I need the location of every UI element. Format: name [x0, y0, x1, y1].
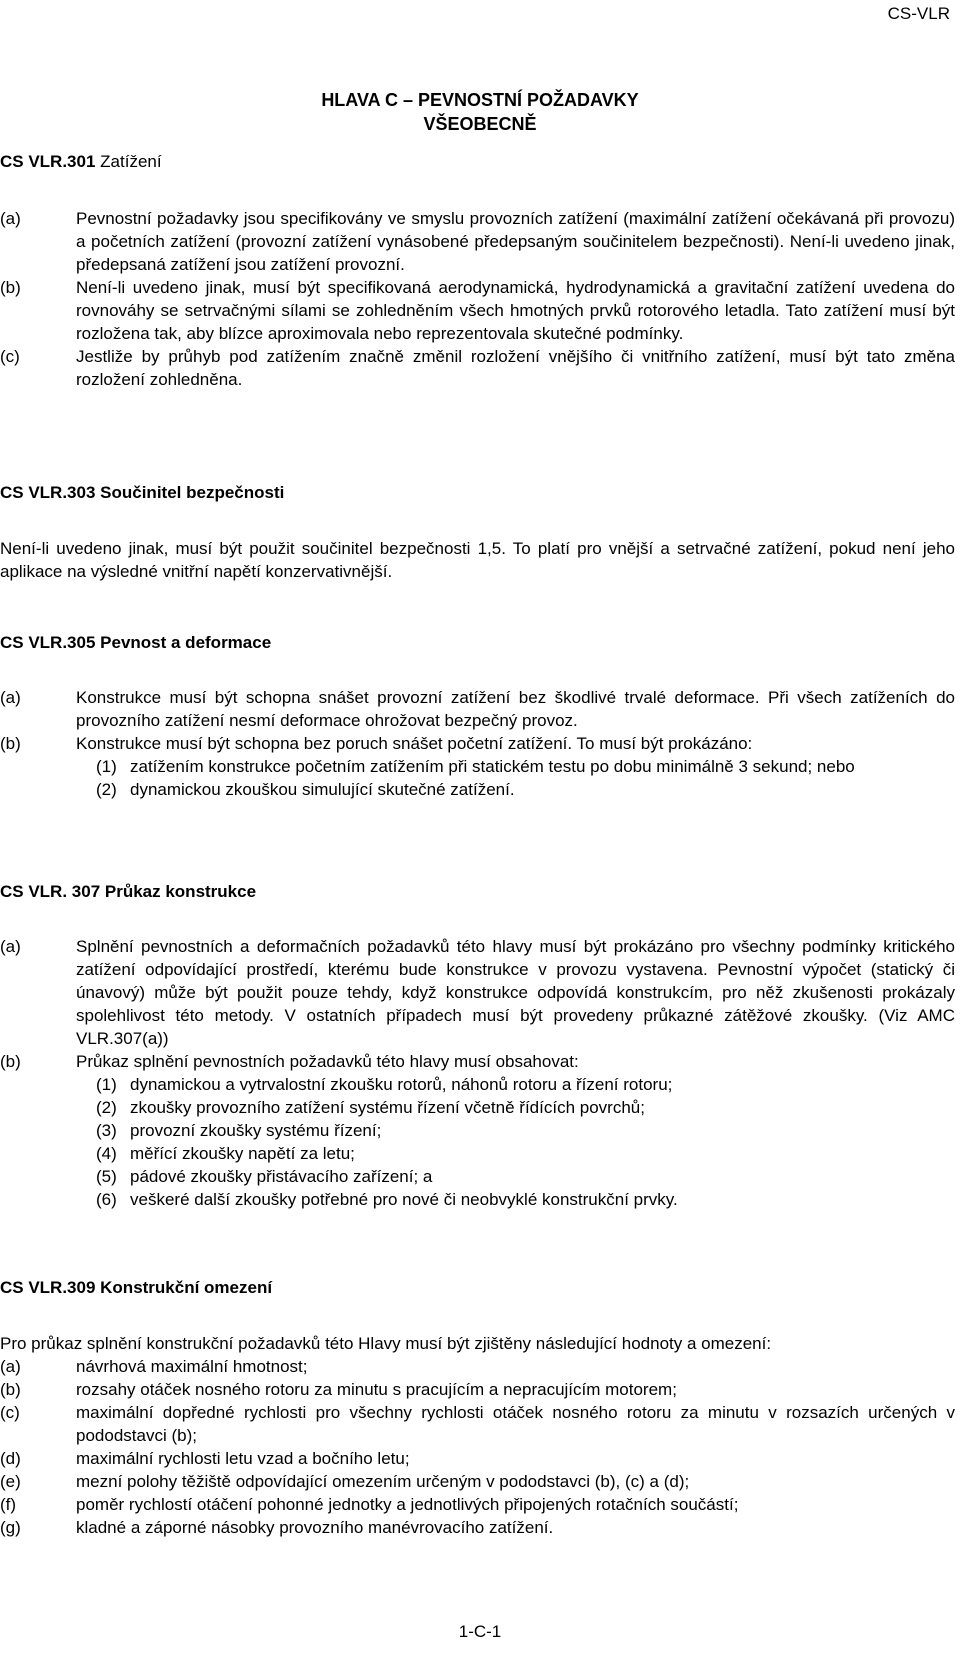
section-301-item-b — [0, 276, 955, 345]
section-309-item-b — [0, 1378, 955, 1401]
section-301-body — [0, 207, 955, 391]
item-text: Konstrukce musí být schopna snášet provozní zatížení bez škodlivé trvalé deformace. Při všech zatíženích do provozního zatížení nesmí deformace ohrožovat bezpečný provoz. — [76, 688, 955, 730]
section-307-subitem-3 — [0, 1119, 955, 1142]
item-label: (b) — [0, 734, 21, 753]
subitem-text: dynamickou a vytrvalostní zkoušku rotorů, náhonů rotoru a řízení rotoru; — [130, 1075, 673, 1094]
item-text: mezní polohy těžiště odpovídající omezením určeným v pododstavci (b), (c) a (d); — [76, 1472, 690, 1491]
item-text: kladné a záporné násobky provozního manévrovacího zatížení. — [76, 1518, 554, 1537]
subitem-label: (5) — [96, 1167, 117, 1186]
item-text: Průkaz splnění pevnostních požadavků této hlavy musí obsahovat: — [76, 1052, 579, 1071]
section-301-title: Zatížení — [100, 152, 162, 171]
section-303-text: Není-li uvedeno jinak, musí být použit součinitel bezpečnosti 1,5. To platí pro vnější a setrvačné zatížení, pokud není jeho aplikace na výsledné vnitřní napětí konzervativnější. — [0, 539, 955, 581]
section-307-item-b — [0, 1050, 955, 1073]
item-label: (e) — [0, 1472, 21, 1491]
subitem-text: dynamickou zkouškou simulující skutečné zatížení. — [130, 780, 515, 799]
item-label: (c) — [0, 347, 20, 366]
section-301-item-c — [0, 345, 955, 391]
item-text: Není-li uvedeno jinak, musí být specifikovaná aerodynamická, hydrodynamická a gravitační zatížení uvedena do rovnováhy se setrvačnými sílami se zohledněním všech hmotných prvků rotorového letadla. Tato zatížení musí být rozložena tak, aby blízce aproximovala nebo reprezentovala skutečné podmínky. — [76, 278, 955, 343]
subitem-text: měřící zkoušky napětí za letu; — [130, 1144, 355, 1163]
subitem-text: pádové zkoušky přistávacího zařízení; a — [130, 1167, 433, 1186]
section-305-item-a — [0, 686, 955, 732]
section-307-subitem-6 — [0, 1188, 955, 1211]
item-text: poměr rychlostí otáčení pohonné jednotky a jednotlivých připojených rotačních součástí; — [76, 1495, 739, 1514]
item-label: (a) — [0, 209, 21, 228]
section-309-heading: CS VLR.309 Konstrukční omezení — [0, 1278, 273, 1297]
subitem-label: (1) — [96, 757, 117, 776]
document-code: CS-VLR — [887, 4, 950, 23]
section-305-body — [0, 686, 955, 801]
section-301-heading — [0, 150, 162, 173]
subitem-label: (2) — [96, 780, 117, 799]
item-text: Konstrukce musí být schopna bez poruch snášet početní zatížení. To musí být prokázáno: — [76, 734, 753, 753]
section-305-heading: CS VLR.305 Pevnost a deformace — [0, 633, 272, 652]
section-305-subitem-1 — [0, 755, 955, 778]
item-text: maximální rychlosti letu vzad a bočního letu; — [76, 1449, 410, 1468]
chapter-heading — [0, 88, 960, 136]
subitem-label: (1) — [96, 1075, 117, 1094]
item-text: maximální dopředné rychlosti pro všechny rychlosti otáček nosného rotoru za minutu v rozsazích určených v pododstavci (b); — [76, 1403, 955, 1445]
item-label: (d) — [0, 1449, 21, 1468]
item-label: (a) — [0, 688, 21, 707]
subitem-label: (6) — [96, 1190, 117, 1209]
section-305-item-b — [0, 732, 955, 755]
section-307-subitem-4 — [0, 1142, 955, 1165]
item-text: Splnění pevnostních a deformačních požadavků této hlavy musí být prokázáno pro všechny podmínky kritického zatížení odpovídající prostředí, kterému bude konstrukce v provozu vystavena. Pevnostní výpočet (statický či únavový) může být použit pouze tehdy, když konstrukce odpovídá konstrukcím, pro něž zkušenosti prokázaly spolehlivost této metody. V ostatních případech musí být provedeny průkazné zátěžové zkoušky. (Viz AMC VLR.307(a)) — [76, 937, 955, 1048]
section-307-subitem-2 — [0, 1096, 955, 1119]
subitem-label: (4) — [96, 1144, 117, 1163]
section-309-intro: Pro průkaz splnění konstrukční požadavků této Hlavy musí být zjištěny následující hodnoty a omezení: — [0, 1334, 772, 1353]
section-301-item-a — [0, 207, 955, 276]
item-label: (a) — [0, 937, 21, 956]
section-309-item-e — [0, 1470, 955, 1493]
item-label: (b) — [0, 1380, 21, 1399]
subitem-text: zkoušky provozního zatížení systému řízení včetně řídících povrchů; — [130, 1098, 645, 1117]
subitem-text: zatížením konstrukce početním zatížením při statickém testu po dobu minimálně 3 sekund; nebo — [130, 757, 855, 776]
subitem-label: (3) — [96, 1121, 117, 1140]
section-309-item-g — [0, 1516, 955, 1539]
section-307-body — [0, 935, 955, 1211]
item-label: (f) — [0, 1495, 17, 1514]
item-text: Pevnostní požadavky jsou specifikovány ve smyslu provozních zatížení (maximální zatížení očekávaná při provozu) a početních zatížení (provozní zatížení vynásobené předepsaným součinitelem bezpečnosti). Není-li uvedeno jinak, předepsaná zatížení jsou zatížení provozní. — [76, 209, 955, 274]
section-307-subitem-5 — [0, 1165, 955, 1188]
section-309-body — [0, 1332, 955, 1539]
section-309-item-a — [0, 1355, 955, 1378]
item-label: (b) — [0, 1052, 21, 1071]
item-label: (b) — [0, 278, 21, 297]
subitem-text: veškeré další zkoušky potřebné pro nové či neobvyklé konstrukční prvky. — [130, 1190, 678, 1209]
item-text: rozsahy otáček nosného rotoru za minutu s pracujícím a nepracujícím motorem; — [76, 1380, 677, 1399]
section-301-number: CS VLR.301 — [0, 152, 96, 171]
item-text: návrhová maximální hmotnost; — [76, 1357, 308, 1376]
item-label: (g) — [0, 1518, 21, 1537]
item-label: (c) — [0, 1403, 20, 1422]
chapter-title: HLAVA C – PEVNOSTNÍ POŽADAVKY — [321, 90, 639, 110]
section-307-item-a — [0, 935, 955, 1050]
section-303-heading: CS VLR.303 Součinitel bezpečnosti — [0, 483, 285, 502]
section-305-subitem-2 — [0, 778, 955, 801]
section-307-subitem-1 — [0, 1073, 955, 1096]
subitem-text: provozní zkoušky systému řízení; — [130, 1121, 382, 1140]
section-307-heading: CS VLR. 307 Průkaz konstrukce — [0, 882, 257, 901]
item-text: Jestliže by průhyb pod zatížením značně změnil rozložení vnějšího či vnitřního zatížení, musí být tato změna rozložení zohledněna. — [76, 347, 955, 389]
section-309-item-c — [0, 1401, 955, 1447]
item-label: (a) — [0, 1357, 21, 1376]
subitem-label: (2) — [96, 1098, 117, 1117]
section-309-item-d — [0, 1447, 955, 1470]
chapter-subtitle: VŠEOBECNĚ — [423, 114, 537, 134]
section-309-item-f — [0, 1493, 955, 1516]
page-number: 1-C-1 — [458, 1622, 502, 1641]
